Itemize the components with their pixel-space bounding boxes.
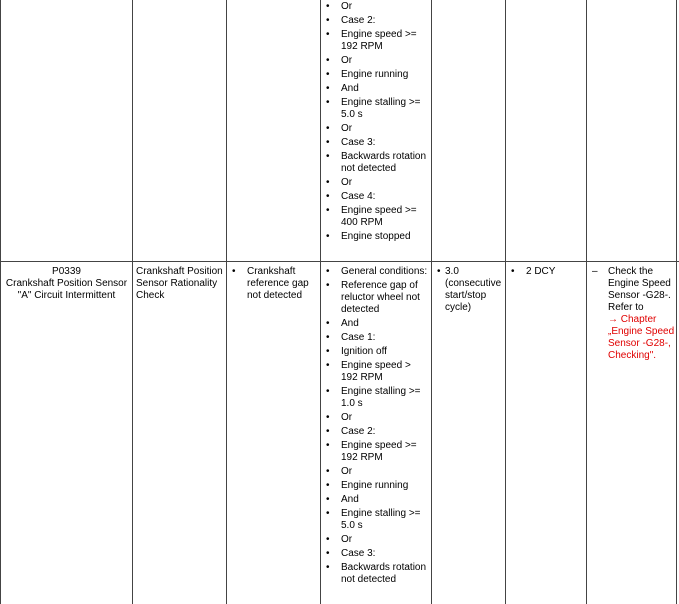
mil-cell	[506, 266, 584, 278]
condition-item: • Engine speed >= 400 RPM	[321, 205, 429, 229]
table-border-left	[0, 0, 1, 604]
condition-item: • Or	[321, 534, 429, 546]
detection-time: • 3.0 (consecutive start/stop cycle)	[432, 266, 504, 314]
monitor-strategy-cell	[136, 266, 225, 302]
dtc-code: P0339	[52, 266, 81, 277]
enable-conditions-list	[321, 266, 429, 586]
condition-item: • Or	[321, 1, 429, 13]
condition-item: • Engine speed > 192 RPM	[321, 360, 429, 384]
column-divider	[586, 0, 587, 604]
enable-conditions-cell	[321, 266, 429, 588]
dtc-description: Crankshaft Position Sensor "A" Circuit Intermittent	[5, 278, 128, 301]
action-text: Check the Engine Speed Sensor -G28-. Refer to	[608, 266, 671, 313]
condition-item: • General conditions:	[321, 266, 429, 278]
condition-item: • Engine stalling >= 5.0 s	[321, 508, 429, 532]
malfunction-criteria: • Crankshaft reference gap not detected	[227, 266, 317, 302]
condition-item: • Or	[321, 123, 429, 135]
condition-item: • Or	[321, 55, 429, 67]
mil-illumination: • 2 DCY	[506, 266, 584, 278]
condition-item: • Backwards rotation not detected	[321, 151, 429, 175]
table-border-right	[676, 0, 677, 604]
monitor-strategy: Crankshaft Position Sensor Rationality Check	[136, 266, 223, 301]
detection-time-cell	[432, 266, 504, 314]
condition-item: • Engine running	[321, 69, 429, 81]
condition-item: • Engine stalling >= 1.0 s	[321, 386, 429, 410]
column-divider	[226, 0, 227, 604]
condition-item: • Or	[321, 466, 429, 478]
dash-marker: –	[592, 266, 598, 277]
condition-item: • Engine stalling >= 5.0 s	[321, 97, 429, 121]
condition-item: • Engine speed >= 192 RPM	[321, 29, 429, 53]
condition-item: • And	[321, 494, 429, 506]
row-divider	[0, 261, 679, 262]
condition-item: • Engine stopped	[321, 231, 429, 243]
condition-item: • Or	[321, 412, 429, 424]
prev-row-conditions-cell	[321, 1, 429, 245]
condition-item: • And	[321, 318, 429, 330]
condition-item: • Reference gap of reluctor wheel not detected	[321, 280, 429, 316]
column-divider	[132, 0, 133, 604]
condition-item: • Engine running	[321, 480, 429, 492]
condition-item: • Case 2:	[321, 426, 429, 438]
action-cell	[588, 266, 676, 362]
condition-item: • Case 3:	[321, 137, 429, 149]
condition-item: • Case 4:	[321, 191, 429, 203]
condition-item: • Ignition off	[321, 346, 429, 358]
condition-item: • And	[321, 83, 429, 95]
prev-row-conditions-list	[321, 1, 429, 243]
chapter-link[interactable]: → Chapter „Engine Speed Sensor -G28-, Checking".	[608, 314, 675, 361]
condition-item: • Or	[321, 177, 429, 189]
dtc-cell	[3, 266, 130, 302]
column-divider	[505, 0, 506, 604]
malfunction-criteria-cell	[227, 266, 317, 302]
condition-item: • Backwards rotation not detected	[321, 562, 429, 586]
condition-item: • Case 3:	[321, 548, 429, 560]
condition-item: • Case 1:	[321, 332, 429, 344]
condition-item: • Case 2:	[321, 15, 429, 27]
condition-item: • Engine speed >= 192 RPM	[321, 440, 429, 464]
